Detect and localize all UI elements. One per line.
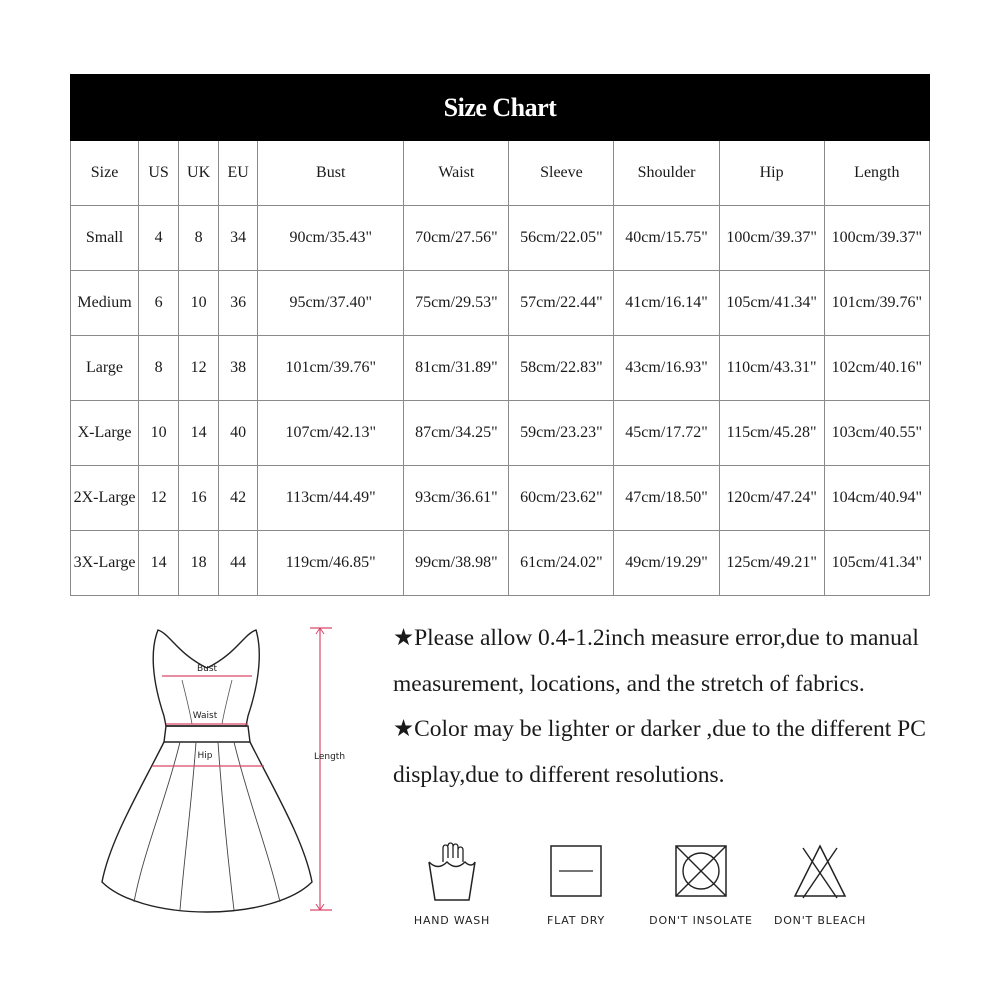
care-dont-bleach [760,838,880,927]
table-cell: 12 [179,336,219,401]
header-uk: UK [179,141,219,206]
header-length: Length [824,141,929,206]
bust-label: Bust [196,664,218,674]
table-cell: 47cm/18.50" [614,466,719,531]
skirt-outline [102,742,312,912]
table-cell: 58cm/22.83" [509,336,614,401]
table-cell: 43cm/16.93" [614,336,719,401]
table-cell: 107cm/42.13" [258,401,404,466]
table-cell: 119cm/46.85" [258,531,404,596]
table-cell: 49cm/19.29" [614,531,719,596]
table-cell: Medium [71,271,139,336]
table-cell: 2X-Large [71,466,139,531]
table-cell: 101cm/39.76" [258,336,404,401]
table-row [71,336,930,401]
table-row [71,466,930,531]
table-header-row [71,141,930,206]
table-title: Size Chart [71,75,930,141]
table-cell: 57cm/22.44" [509,271,614,336]
table-cell: 14 [139,531,179,596]
dress-measurement-diagram [100,620,360,920]
header-size: Size [71,141,139,206]
table-cell: 45cm/17.72" [614,401,719,466]
table-cell: 14 [179,401,219,466]
length-label: Length [314,752,346,762]
table-cell: 100cm/39.37" [719,206,824,271]
table-cell: 120cm/47.24" [719,466,824,531]
waistband [164,726,250,742]
header-waist: Waist [404,141,509,206]
table-cell: 10 [139,401,179,466]
header-shoulder: Shoulder [614,141,719,206]
table-row [71,531,930,596]
care-flat-dry [516,838,636,927]
hand-wash-icon [421,838,483,902]
table-cell: 44 [219,531,258,596]
dress-illustration [100,620,360,920]
care-label-flat-dry: FLAT DRY [546,914,606,927]
table-cell: 16 [179,466,219,531]
table-cell: 100cm/39.37" [824,206,929,271]
table-cell: 110cm/43.31" [719,336,824,401]
size-chart-table [70,74,930,596]
table-cell: 38 [219,336,258,401]
care-label-dont-bleach: DON'T BLEACH [773,914,867,927]
table-cell: 18 [179,531,219,596]
care-dont-insolate [641,838,761,927]
care-label-hand-wash: HAND WASH [413,914,491,927]
dont-insolate-icon [670,838,732,902]
table-cell: 61cm/24.02" [509,531,614,596]
table-cell: 40cm/15.75" [614,206,719,271]
note-color-difference: ★Color may be lighter or darker ,due to the different PC display,due to different resolutions. [393,716,926,788]
table-cell: 36 [219,271,258,336]
table-cell: X-Large [71,401,139,466]
flat-dry-icon [545,838,607,902]
table-cell: 125cm/49.21" [719,531,824,596]
table-cell: 4 [139,206,179,271]
table-cell: 70cm/27.56" [404,206,509,271]
table-cell: 87cm/34.25" [404,401,509,466]
table-cell: 81cm/31.89" [404,336,509,401]
dont-bleach-icon [789,838,851,902]
header-hip: Hip [719,141,824,206]
header-eu: EU [219,141,258,206]
table-cell: 8 [179,206,219,271]
header-bust: Bust [258,141,404,206]
table-cell: 104cm/40.94" [824,466,929,531]
table-cell: 12 [139,466,179,531]
table-cell: 99cm/38.98" [404,531,509,596]
table-cell: Large [71,336,139,401]
table-cell: 105cm/41.34" [824,531,929,596]
table-cell: 8 [139,336,179,401]
table-cell: 115cm/45.28" [719,401,824,466]
table-cell: 6 [139,271,179,336]
hip-label: Hip [197,751,213,761]
table-cell: 103cm/40.55" [824,401,929,466]
table-cell: 42 [219,466,258,531]
header-us: US [139,141,179,206]
care-label-dont-insolate: DON'T INSOLATE [649,914,753,927]
table-cell: 41cm/16.14" [614,271,719,336]
table-cell: 34 [219,206,258,271]
table-row [71,206,930,271]
note-measure-error: ★Please allow 0.4-1.2inch measure error,due to manual measurement, locations, and the stretch of fabrics. [393,625,919,697]
table-cell: 101cm/39.76" [824,271,929,336]
table-cell: 90cm/35.43" [258,206,404,271]
care-hand-wash [392,838,512,927]
table-cell: 95cm/37.40" [258,271,404,336]
table-cell: 75cm/29.53" [404,271,509,336]
table-cell: 59cm/23.23" [509,401,614,466]
notes-block [393,616,953,798]
table-cell: 56cm/22.05" [509,206,614,271]
table-cell: Small [71,206,139,271]
table-cell: 3X-Large [71,531,139,596]
table-cell: 10 [179,271,219,336]
table-cell: 93cm/36.61" [404,466,509,531]
table-row [71,271,930,336]
table-cell: 60cm/23.62" [509,466,614,531]
table-row [71,401,930,466]
table-cell: 40 [219,401,258,466]
waist-label: Waist [192,711,218,721]
header-sleeve: Sleeve [509,141,614,206]
table-cell: 113cm/44.49" [258,466,404,531]
table-cell: 105cm/41.34" [719,271,824,336]
table-cell: 102cm/40.16" [824,336,929,401]
